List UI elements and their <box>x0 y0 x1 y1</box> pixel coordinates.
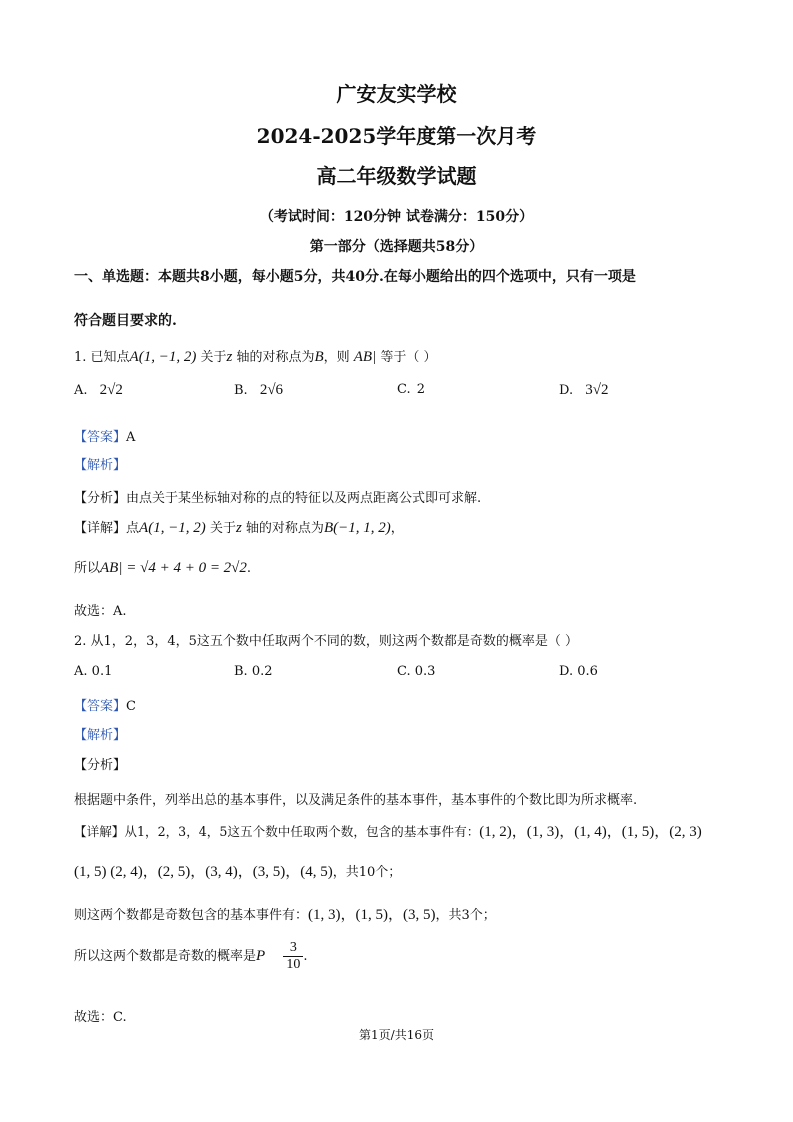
xj-b: 关于 <box>205 521 236 536</box>
exam-title: 2024-2025学年度第一次月考 <box>256 124 537 148</box>
odd-text: 则这两个数都是奇数包含的基本事件有： <box>74 908 309 923</box>
q2-option-c <box>397 664 435 679</box>
option-label: C. <box>397 382 411 397</box>
q2-option-b <box>234 664 273 679</box>
option-value: 0.6 <box>577 664 598 679</box>
answer-tag: 【答案】 <box>74 699 127 714</box>
prob-numerator: 3 <box>289 940 297 955</box>
so-end: . <box>246 561 252 576</box>
q1-axis: z <box>226 349 233 365</box>
xiangjie-tag: 【详解】 <box>74 521 127 536</box>
so-text: 所以 <box>74 561 101 576</box>
option-value: 2 <box>416 382 426 397</box>
xiangjie-tag: 【详解】 <box>74 824 125 839</box>
q2-option-d <box>559 664 598 679</box>
option-value: 3√2 <box>585 382 609 398</box>
q2-odd-events <box>74 903 496 924</box>
xj-point-b: B(−1, 1, 2) <box>323 520 391 536</box>
q2-xiangjie <box>74 820 702 841</box>
exam-info: （考试时间：120分钟 试卷满分：150分） <box>259 209 534 225</box>
q1-option-b <box>234 382 283 399</box>
q1-option-a <box>74 382 123 399</box>
q2-option-a <box>74 664 112 679</box>
section-heading-line1: 一、单选题：本题共8小题，每小题5分，共40分.在每小题给出的四个选项中，只有一项是 <box>74 269 636 285</box>
so-expression: AB| = √4 + 4 + 0 = 2√2 <box>100 560 247 576</box>
xj-axis: z <box>235 520 242 536</box>
subject-title: 高二年级数学试题 <box>316 164 477 188</box>
option-value: 0.1 <box>91 664 113 679</box>
prob-fraction <box>283 940 303 973</box>
total-text: ，共10个； <box>332 865 402 880</box>
q1-stem <box>74 346 436 366</box>
school-name: 广安友实学校 <box>336 82 457 106</box>
q2-probability <box>74 940 307 973</box>
q1-fenxi <box>74 487 481 506</box>
xj-c: 轴的对称点为 <box>241 521 324 536</box>
fenxi-text: 由点关于某坐标轴对称的点的特征以及两点距离公式即可求解. <box>126 491 482 506</box>
q1-option-c <box>397 382 425 397</box>
q1-answer <box>74 426 135 445</box>
events-line1: (1, 2)，(1, 3)，(1, 4)，(1, 5)，(2, 3) <box>479 824 702 840</box>
q1-stem-e: 等于（ ） <box>376 350 437 365</box>
odd-count: ，共3个； <box>435 908 496 923</box>
q1-xiangjie <box>74 517 404 537</box>
option-label: D. <box>559 383 574 398</box>
prob-denominator: 10 <box>283 956 303 973</box>
q2-fenxi-text: 根据题中条件，列举出总的基本事件，以及满足条件的基本事件，基本事件的个数比即为所求概率. <box>74 793 638 808</box>
answer-value: A <box>126 430 136 445</box>
q1-point-a: A(1, −1, 2) <box>129 349 197 365</box>
q2-choose: 故选：C. <box>74 1010 127 1025</box>
q2-analysis-tag: 【解析】 <box>74 728 127 743</box>
q1-point-b: B <box>314 349 324 365</box>
q1-stem-a: 1. 已知点 <box>74 350 130 365</box>
fenxi-tag: 【分析】 <box>74 491 127 506</box>
section-heading-line2: 符合题目要求的. <box>74 313 177 329</box>
answer-value: C <box>126 699 136 714</box>
part-title: 第一部分（选择题共58分） <box>309 239 484 255</box>
answer-tag: 【答案】 <box>74 430 127 445</box>
q1-choose: 故选：A. <box>74 604 127 619</box>
page-footer: 第1页/共16页 <box>359 1028 434 1042</box>
q2-fenxi-tag: 【分析】 <box>74 758 127 773</box>
q2-answer <box>74 695 136 714</box>
xj-line1: 从1，2，3，4，5这五个数中任取两个数，包含的基本事件有： <box>124 824 480 839</box>
prob-end: . <box>303 949 308 964</box>
q1-stem-c: 轴的对称点为 <box>232 350 315 365</box>
odd-events: (1, 3)，(1, 5)，(3, 5) <box>308 907 436 923</box>
q1-stem-d: ，则 <box>323 350 354 365</box>
option-value: 0.2 <box>251 664 273 679</box>
option-label: C. <box>397 664 411 679</box>
option-label: A. <box>74 383 88 398</box>
q1-option-d <box>559 382 608 399</box>
option-label: D. <box>559 664 574 679</box>
option-label: B. <box>234 664 248 679</box>
q1-distance <box>74 557 251 577</box>
option-label: B. <box>234 383 248 398</box>
prob-text: 所以这两个数都是奇数的概率是 <box>74 949 257 964</box>
q2-stem: 2. 从1，2，3，4，5这五个数中任取两个不同的数，则这两个数都是奇数的概率是（ ） <box>74 634 579 649</box>
q2-events-line2 <box>74 860 401 881</box>
xj-point-a: A(1, −1, 2) <box>139 520 206 536</box>
xj-d: ， <box>390 521 404 536</box>
option-value: 2√2 <box>99 382 123 398</box>
q1-abs: AB| <box>353 349 377 365</box>
xj-a: 点 <box>126 521 140 536</box>
option-label: A. <box>74 664 88 679</box>
option-value: 0.3 <box>414 664 436 679</box>
option-value: 2√6 <box>259 382 284 398</box>
events-line2: (1, 5) (2, 4)，(2, 5)，(3, 4)，(3, 5)，(4, 5) <box>74 864 333 880</box>
q1-stem-b: 关于 <box>196 350 227 365</box>
q1-analysis-tag: 【解析】 <box>74 458 127 473</box>
prob-p: P <box>256 948 266 964</box>
